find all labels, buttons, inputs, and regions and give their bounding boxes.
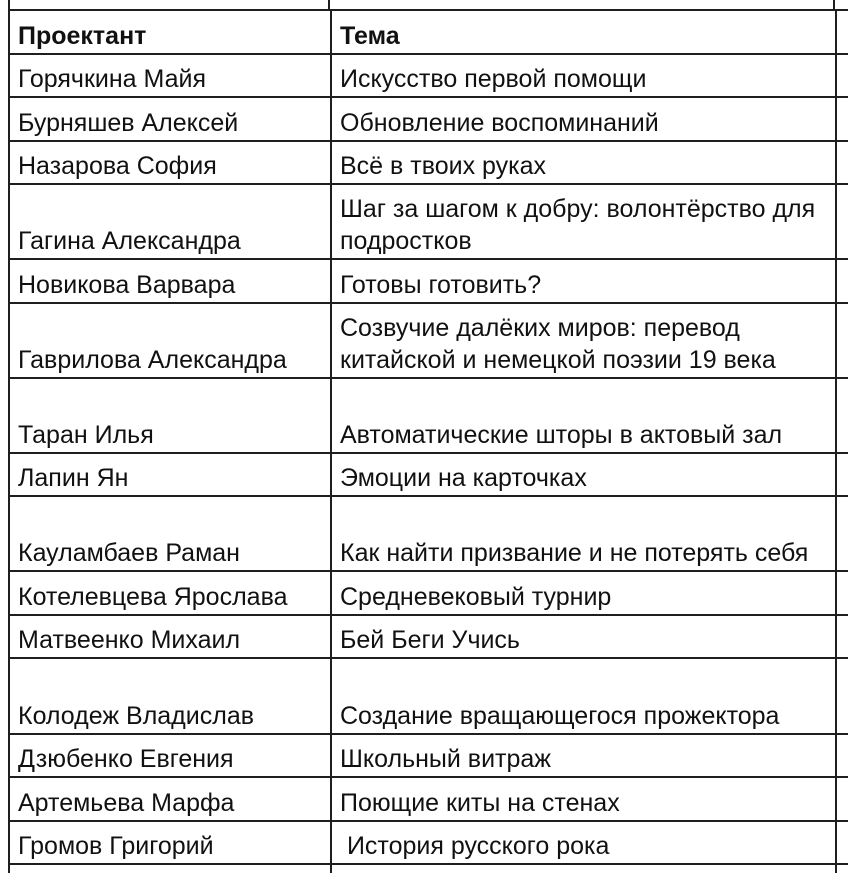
table-row (9, 734, 848, 777)
header-cell-participant[interactable]: Проектант (9, 10, 331, 54)
table-row (9, 658, 848, 734)
participant-cell[interactable]: Дзюбенко Евгения (9, 734, 331, 777)
participant-cell[interactable]: Новикова Варвара (9, 259, 331, 303)
gridline (8, 0, 10, 9)
participant-cell[interactable]: Громов Григорий (9, 821, 331, 864)
projects-table (8, 9, 848, 873)
empty-cell[interactable] (836, 496, 848, 571)
topic-cell[interactable]: Искусство первой помощи (331, 54, 836, 97)
empty-cell[interactable] (836, 184, 848, 259)
empty-cell[interactable] (836, 259, 848, 303)
participant-cell[interactable]: Гагина Александра (9, 184, 331, 259)
topic-cell[interactable]: История русского рока (331, 821, 836, 864)
table-row (9, 141, 848, 184)
table-row (9, 571, 848, 615)
empty-cell[interactable] (836, 821, 848, 864)
empty-cell[interactable] (331, 864, 836, 873)
empty-cell[interactable] (836, 777, 848, 821)
topic-cell[interactable]: Эмоции на карточках (331, 453, 836, 496)
topic-cell[interactable]: Создание вращающегося прожектора (331, 658, 836, 734)
table-row (9, 184, 848, 259)
empty-cell[interactable] (836, 615, 848, 658)
empty-cell[interactable] (836, 571, 848, 615)
table-row (9, 378, 848, 453)
empty-cell[interactable] (836, 453, 848, 496)
participant-cell[interactable]: Матвеенко Михаил (9, 615, 331, 658)
table-row (9, 97, 848, 141)
topic-cell[interactable]: Бей Беги Учись (331, 615, 836, 658)
topic-cell[interactable]: Обновление воспоминаний (331, 97, 836, 141)
topic-cell[interactable]: Средневековый турнир (331, 571, 836, 615)
sheet-top-gridlines (0, 0, 848, 9)
empty-cell[interactable] (836, 734, 848, 777)
topic-cell[interactable]: Автоматические шторы в актовый зал (331, 378, 836, 453)
table-row (9, 777, 848, 821)
empty-cell[interactable] (836, 10, 848, 54)
participant-cell[interactable]: Лапин Ян (9, 453, 331, 496)
participant-cell[interactable]: Гаврилова Александра (9, 303, 331, 378)
empty-cell[interactable] (836, 54, 848, 97)
topic-cell[interactable]: Поющие киты на стенах (331, 777, 836, 821)
participant-cell[interactable]: Колодеж Владислав (9, 658, 331, 734)
table-row-empty (9, 864, 848, 873)
participant-cell[interactable]: Горячкина Майя (9, 54, 331, 97)
empty-cell[interactable] (836, 97, 848, 141)
topic-cell[interactable]: Школьный витраж (331, 734, 836, 777)
table-row (9, 496, 848, 571)
topic-cell[interactable]: Созвучие далёких миров: перевод китайской и немецкой поэзии 19 века (331, 303, 836, 378)
empty-cell[interactable] (836, 864, 848, 873)
table-row (9, 259, 848, 303)
participant-cell[interactable]: Назарова София (9, 141, 331, 184)
empty-cell[interactable] (836, 303, 848, 378)
gridline (833, 0, 835, 9)
topic-cell[interactable]: Шаг за шагом к добру: волонтёрство для подростков (331, 184, 836, 259)
table-row (9, 453, 848, 496)
participant-cell[interactable]: Бурняшев Алексей (9, 97, 331, 141)
empty-cell[interactable] (836, 658, 848, 734)
header-row (9, 10, 848, 54)
participant-cell[interactable]: Котелевцева Ярослава (9, 571, 331, 615)
topic-cell[interactable]: Готовы готовить? (331, 259, 836, 303)
table-row (9, 303, 848, 378)
topic-cell[interactable]: Всё в твоих руках (331, 141, 836, 184)
participant-cell[interactable]: Таран Илья (9, 378, 331, 453)
table-row (9, 821, 848, 864)
gridline (328, 0, 330, 9)
table-row (9, 54, 848, 97)
participant-cell[interactable]: Кауламбаев Раман (9, 496, 331, 571)
topic-cell[interactable]: Как найти призвание и не потерять себя (331, 496, 836, 571)
empty-cell[interactable] (836, 378, 848, 453)
table-row (9, 615, 848, 658)
empty-cell[interactable] (836, 141, 848, 184)
header-cell-topic[interactable]: Тема (331, 10, 836, 54)
participant-cell[interactable]: Артемьева Марфа (9, 777, 331, 821)
empty-cell[interactable] (9, 864, 331, 873)
